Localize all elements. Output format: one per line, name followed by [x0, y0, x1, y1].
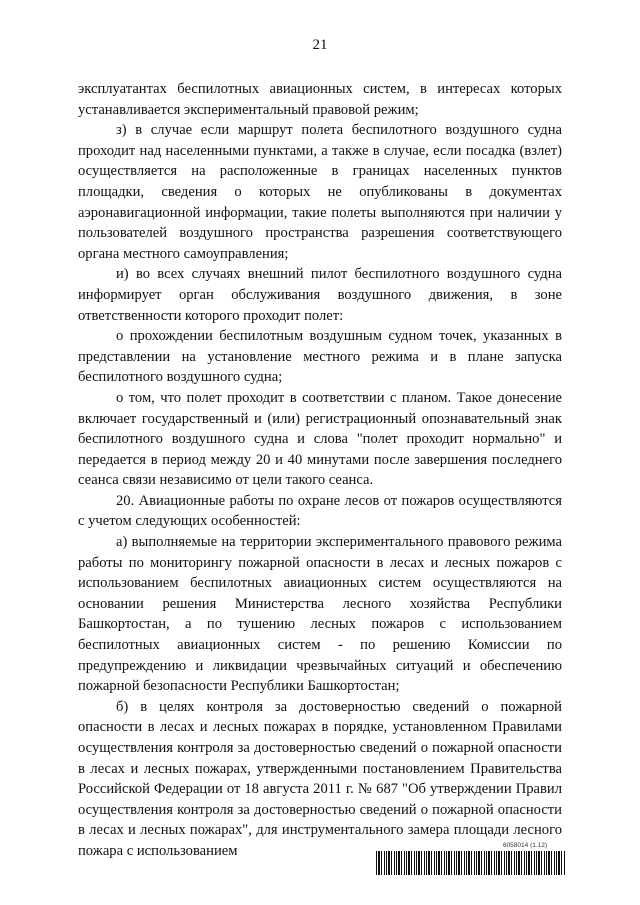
paragraph: б) в целях контроля за достоверностью сведений о пожарной опасности в лесах и лесных пожарах в порядке, установленном Правилами осуществления контроля за достоверностью сведений о пожарной опасности в лесах и лесных пожарах, утвержденными постановлением Правительства Российской Федерации от 18 августа 2011 г. № 687 "Об утверждении Правил осуществления контроля за достоверностью сведений о пожарной опасности в лесах и лесных пожарах", для инструментального замера площади лесного пожара с использованием	[78, 698, 562, 859]
paragraph: о прохождении беспилотным воздушным судном точек, указанных в представлении на установление местного режима и в плане запуска беспилотного воздушного судна;	[78, 328, 562, 386]
paragraph: о том, что полет проходит в соответствии с планом. Такое донесение включает государственный и (или) регистрационный опознавательный знак беспилотного воздушного судна и слова "полет проходит нормально" и передается в период между 20 и 40 минутами после завершения последнего сеанса связи независимо от цели такого сеанса.	[78, 389, 562, 489]
paragraph: эксплуатантах беспилотных авиационных систем, в интересах которых устанавливается экспериментальный правовой режим;	[78, 81, 562, 118]
paragraph: а) выполняемые на территории экспериментального правового режима работы по мониторингу пожарной опасности в лесах и лесных пожаров с использованием беспилотных авиационных систем осуществляются на основании решения Министерства лесного хозяйства Республики Башкортостан, а по тушению лесных пожаров с использованием беспилотных авиационных систем - по решению Комиссии по предупреждению и ликвидации чрезвычайных ситуаций и обеспечению пожарной безопасности Республики Башкортостан;	[78, 534, 562, 695]
barcode-icon	[376, 851, 565, 875]
paragraph: з) в случае если маршрут полета беспилотного воздушного судна проходит над населенными пунктами, а также в случае, если посадка (взлет) осуществляется на расположенные в границах населенных пунктов площадки, сведения о которых не опубликованы в документах аэронавигационной информации, такие полеты выполняются при наличии у пользователей воздушного пространства разрешения соответствующего органа местного самоуправления;	[78, 122, 562, 262]
page-number: 21	[312, 37, 328, 53]
paragraph: 20. Авиационные работы по охране лесов от пожаров осуществляются с учетом следующих особенностей:	[78, 492, 562, 530]
body-text	[78, 79, 562, 862]
paragraph: и) во всех случаях внешний пилот беспилотного воздушного судна информирует орган обслуживания воздушного движения, в зоне ответственности которого проходит полет:	[78, 266, 562, 324]
footer-code: 6058014 (1.12)	[502, 842, 548, 849]
